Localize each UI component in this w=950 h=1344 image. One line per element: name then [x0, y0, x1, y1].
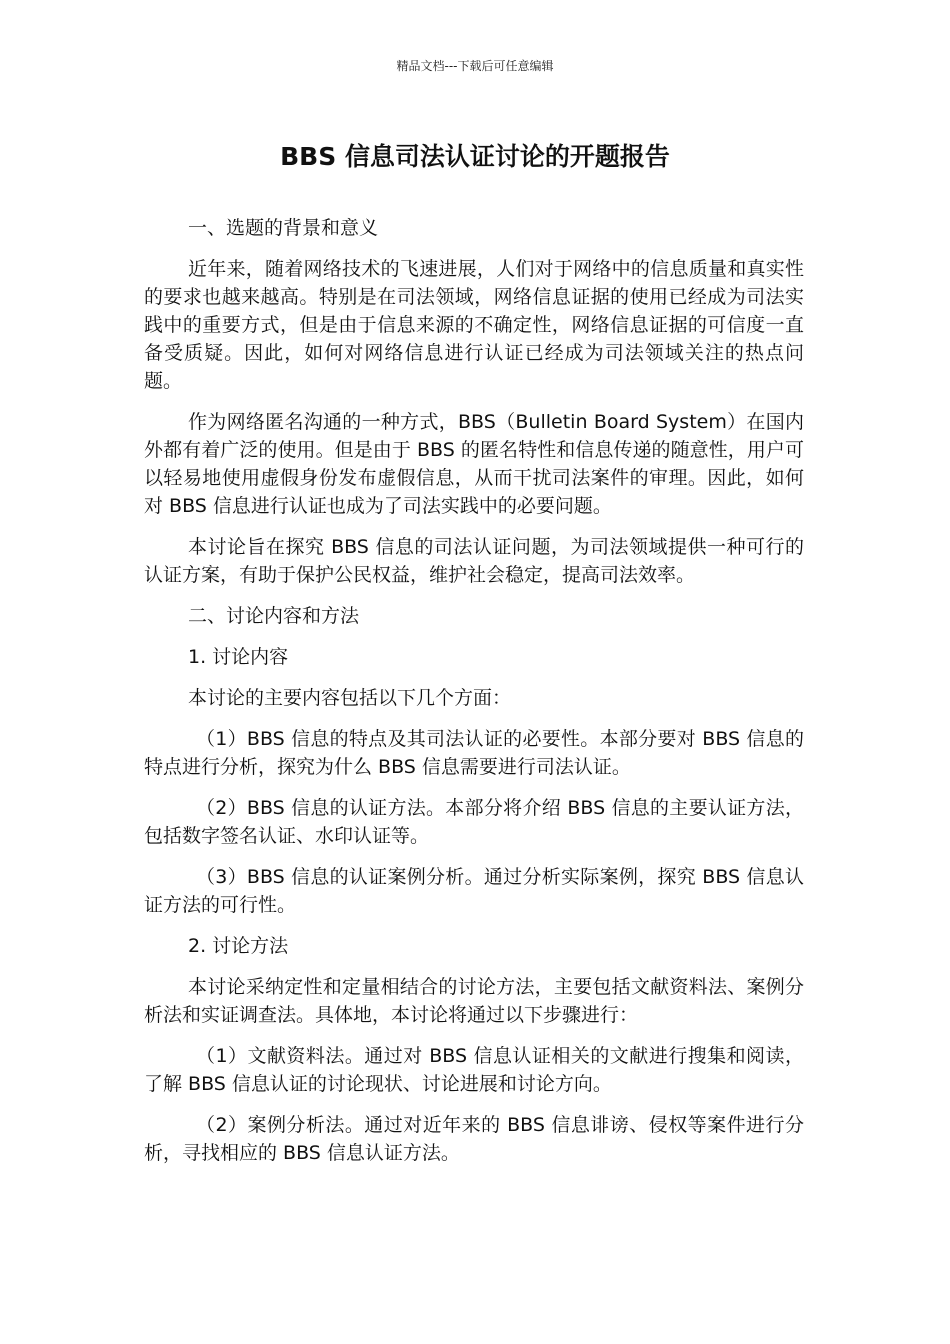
list-item-method-1: （1）文献资料法。通过对 BBS 信息认证相关的文献进行搜集和阅读，了解 BBS 信息认证的讨论现状、讨论进展和讨论方向。 [144, 1045, 804, 1095]
list-item-content-1: （1）BBS 信息的特点及其司法认证的必要性。本部分要对 BBS 信息的特点进行分析，探究为什么 BBS 信息需要进行司法认证。 [144, 728, 804, 778]
paragraph-background-2: 作为网络匿名沟通的一种方式，BBS（Bulletin Board System）在国内外都有着广泛的使用。但是由于 BBS 的匿名特性和信息传递的随意性，用户可以轻易地使用虚假身份发布虚假信息，从而干扰司法案件的审理。因此，如何对 BBS 信息进行认证也成为了司法实践中的必要问题。 [144, 411, 804, 517]
paragraph-content-intro: 本讨论的主要内容包括以下几个方面： [188, 687, 512, 709]
list-item-method-2: （2）案例分析法。通过对近年来的 BBS 信息诽谤、侵权等案件进行分析，寻找相应的 BBS 信息认证方法。 [144, 1114, 804, 1164]
subsection-heading-method: 2. 讨论方法 [188, 935, 289, 957]
list-item-content-3: （3）BBS 信息的认证案例分析。通过分析实际案例，探究 BBS 信息认证方法的可行性。 [144, 866, 804, 916]
list-item-content-2: （2）BBS 信息的认证方法。本部分将介绍 BBS 信息的主要认证方法，包括数字签名认证、水印认证等。 [144, 797, 804, 847]
header-note: 精品文档---下载后可任意编辑 [396, 59, 554, 73]
section-heading-content-method: 二、讨论内容和方法 [188, 605, 360, 627]
document-body [144, 214, 804, 1180]
subsection-heading-content: 1. 讨论内容 [188, 646, 289, 668]
section-heading-background: 一、选题的背景和意义 [188, 217, 379, 239]
document-title: BBS 信息司法认证讨论的开题报告 [280, 142, 670, 171]
paragraph-method-intro: 本讨论采纳定性和定量相结合的讨论方法，主要包括文献资料法、案例分析法和实证调查法。具体地，本讨论将通过以下步骤进行： [144, 976, 804, 1026]
paragraph-background-1: 近年来，随着网络技术的飞速进展，人们对于网络中的信息质量和真实性的要求也越来越高。特别是在司法领域，网络信息证据的使用已经成为司法实践中的重要方式，但是由于信息来源的不确定性，网络信息证据的可信度一直备受质疑。因此，如何对网络信息进行认证已经成为司法领域关注的热点问题。 [144, 258, 804, 392]
paragraph-background-3: 本讨论旨在探究 BBS 信息的司法认证问题，为司法领域提供一种可行的认证方案，有助于保护公民权益，维护社会稳定，提高司法效率。 [144, 536, 804, 586]
